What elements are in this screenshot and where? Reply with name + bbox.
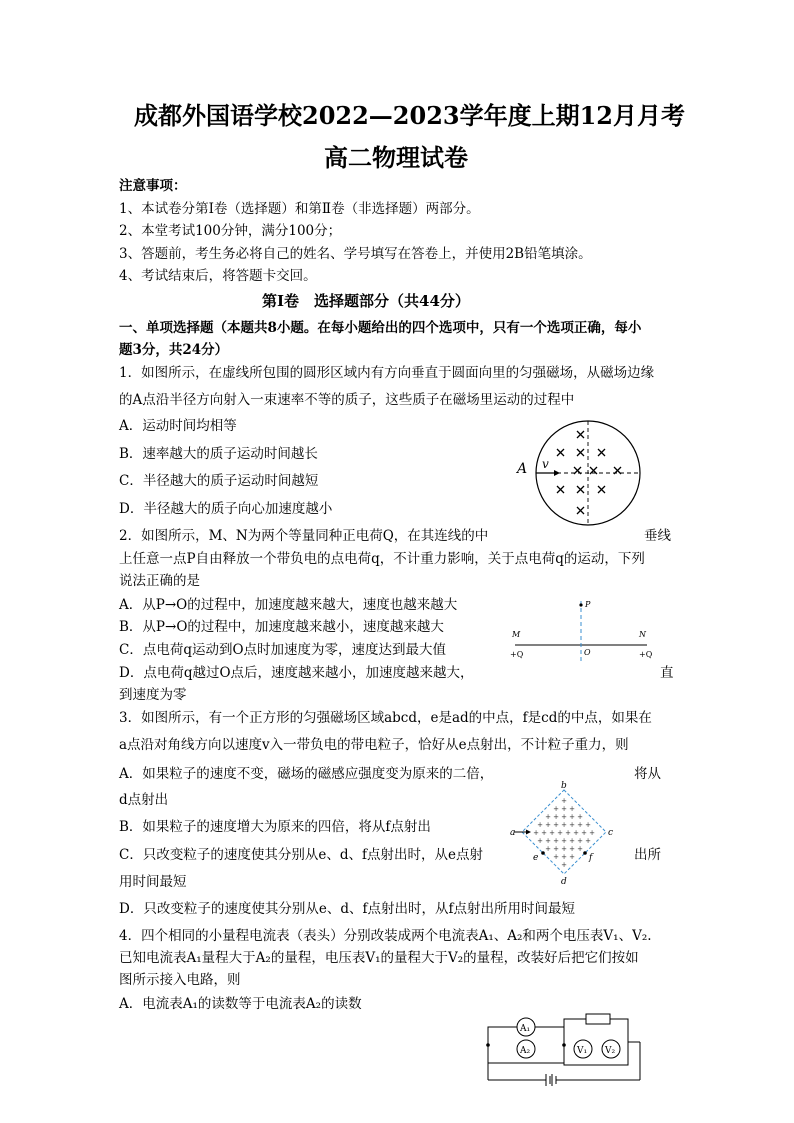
part-heading: 第Ⅰ卷 选择题部分（共44分）: [262, 292, 470, 310]
svg-text:+: +: [545, 813, 551, 821]
section-heading-line2: 题3分，共24分）: [119, 342, 229, 358]
notice-item: 2、本堂考试100分钟，满分100分；: [119, 223, 342, 239]
corner-a-label: a: [510, 828, 516, 838]
q3-option-a: A．如果粒子的速度不变，磁场的磁感应强度变为原来的二倍，: [119, 766, 494, 782]
corner-c-label: c: [608, 828, 614, 838]
voltmeter-v1-label: V₁: [577, 1046, 588, 1056]
charge-right-label: +Q: [639, 650, 653, 659]
q4-stem: 4．四个相同的小量程电流表（表头）分别改装成两个电流表A₁、A₂和两个电压表V₁、V₂.: [119, 928, 652, 944]
svg-text:+: +: [545, 837, 551, 845]
q2-option-b: B．从P→O的过程中，加速度越来越小，速度越来越大: [119, 619, 444, 635]
q3-stem: 3．如图所示，有一个正方形的匀强磁场区域abcd，e是ad的中点，f是cd的中点，如果在: [119, 710, 652, 726]
svg-text:+: +: [541, 829, 547, 837]
svg-text:+: +: [553, 837, 559, 845]
q4-stem: 图所示接入电路，则: [119, 972, 241, 988]
q2-option-d: D．点电荷q越过O点后，速度越来越小，加速度越来越大，: [119, 665, 474, 681]
svg-text:+: +: [553, 853, 559, 861]
point-m-label: M: [512, 630, 521, 639]
notice-item: 4、考试结束后，将答题卡交回。: [119, 268, 317, 284]
svg-text:+: +: [577, 821, 583, 829]
q1-option-a: A．运动时间均相等: [119, 418, 237, 434]
q3-option-c-cont: 用时间最短: [119, 874, 187, 890]
q2-option-d-tail: 直: [660, 665, 674, 681]
point-a-label: A: [517, 461, 528, 477]
svg-text:+: +: [553, 805, 559, 813]
notice-heading: 注意事项：: [119, 178, 187, 194]
q2-charges-figure: [505, 595, 665, 665]
corner-b-label: b: [561, 781, 567, 791]
svg-text:+: +: [561, 837, 567, 845]
point-p-label: P: [585, 600, 591, 609]
q2-option-c: C．点电荷q运动到O点时加速度为零，速度达到最大值: [119, 642, 447, 658]
q4-stem: 已知电流表A₁量程大于A₂的量程，电压表V₁的量程大于V₂的量程，改装好后把它们按如: [119, 950, 639, 966]
q2-option-d-cont: 到速度为零: [119, 687, 187, 703]
svg-text:+: +: [585, 837, 591, 845]
q3-option-a-cont: d点射出: [119, 792, 169, 808]
svg-text:+: +: [561, 861, 567, 869]
q1-stem: 1．如图所示，在虚线所包围的圆形区域内有方向垂直于圆面向里的匀强磁场，从磁场边缘: [119, 365, 655, 381]
q4-option-a: A．电流表A₁的读数等于电流表A₂的读数: [119, 996, 362, 1012]
svg-text:+: +: [537, 821, 543, 829]
q3-option-b: B．如果粒子的速度增大为原来的四倍，将从f点射出: [119, 819, 431, 835]
svg-text:+: +: [533, 829, 539, 837]
q3-square-field-figure: [508, 778, 618, 888]
q3-option-c-tail: 出所: [634, 847, 661, 863]
svg-text:+: +: [577, 837, 583, 845]
svg-text:+: +: [569, 853, 575, 861]
q2-stem: 2．如图所示，M、N为两个等量同种正电荷Q，在其连线的中: [119, 528, 489, 544]
corner-d-label: d: [561, 877, 567, 887]
q3-option-c: C．只改变粒子的速度使其分别从e、d、f点射出时，从e点射: [119, 847, 483, 863]
svg-text:+: +: [569, 821, 575, 829]
q2-stem: 上任意一点P自由释放一个带负电的点电荷q，不计重力影响，关于点电荷q的运动，下列: [119, 551, 645, 567]
svg-text:+: +: [577, 845, 583, 853]
ammeter-a1-label: A₁: [520, 1024, 531, 1034]
q1-option-d: D．半径越大的质子向心加速度越小: [119, 501, 333, 517]
svg-text:+: +: [577, 813, 583, 821]
notice-item: 3、答题前，考生务必将自己的姓名、学号填写在答卷上，并使用2B铅笔填涂。: [119, 246, 592, 262]
svg-text:+: +: [569, 837, 575, 845]
q3-stem: a点沿对角线方向以速度v入一带负电的带电粒子，恰好从e点射出，不计粒子重力，则: [119, 737, 629, 753]
q2-stem: 说法正确的是: [119, 573, 200, 589]
point-f-label: f: [589, 853, 593, 863]
svg-text:+: +: [585, 821, 591, 829]
notice-item: 1、本试卷分第Ⅰ卷（选择题）和第Ⅱ卷（非选择题）两部分。: [119, 201, 480, 217]
ammeter-a2-label: A₂: [520, 1046, 531, 1056]
velocity-label: v: [542, 457, 549, 471]
svg-text:+: +: [569, 845, 575, 853]
svg-text:+: +: [545, 821, 551, 829]
svg-text:+: +: [553, 845, 559, 853]
svg-text:+: +: [561, 797, 567, 805]
svg-text:+: +: [557, 829, 563, 837]
q2-stem-tail: 垂线: [644, 528, 671, 544]
charge-left-label: +Q: [510, 650, 524, 659]
svg-text:+: +: [569, 813, 575, 821]
svg-text:+: +: [561, 853, 567, 861]
svg-text:+: +: [581, 829, 587, 837]
voltmeter-v2-label: V₂: [605, 1046, 616, 1056]
q3-option-a-tail: 将从: [634, 766, 661, 782]
point-n-label: N: [639, 630, 646, 639]
q1-stem: 的A点沿半径方向射入一束速率不等的质子，这些质子在磁场里运动的过程中: [119, 392, 575, 408]
q3-option-d: D．只改变粒子的速度使其分别从e、d、f点射出时，从f点射出所用时间最短: [119, 901, 575, 917]
point-o-label: O: [584, 648, 591, 657]
exam-subtitle: 高二物理试卷: [324, 143, 468, 172]
section-heading-line1: 一、单项选择题（本题共8小题。在每小题给出的四个选项中，只有一个选项正确，每小: [119, 320, 642, 336]
svg-text:+: +: [561, 821, 567, 829]
q4-circuit-figure: [480, 1005, 660, 1090]
point-e-label: e: [533, 853, 539, 863]
svg-text:+: +: [573, 829, 579, 837]
q1-option-b: B．速率越大的质子运动时间越长: [119, 446, 318, 462]
svg-text:+: +: [553, 821, 559, 829]
svg-text:+: +: [553, 813, 559, 821]
svg-text:+: +: [561, 813, 567, 821]
q2-option-a: A．从P→O的过程中，加速度越来越大，速度也越来越大: [119, 597, 458, 613]
svg-text:+: +: [565, 829, 571, 837]
svg-text:+: +: [537, 837, 543, 845]
svg-text:+: +: [561, 805, 567, 813]
svg-text:+: +: [561, 845, 567, 853]
svg-text:+: +: [569, 805, 575, 813]
svg-text:+: +: [549, 829, 555, 837]
q1-magnetic-field-figure: [510, 418, 660, 528]
q1-option-c: C．半径越大的质子运动时间越短: [119, 473, 319, 489]
exam-title: 成都外国语学校2022—2023学年度上期12月月考: [134, 101, 685, 130]
svg-text:+: +: [545, 845, 551, 853]
svg-text:+: +: [589, 829, 595, 837]
